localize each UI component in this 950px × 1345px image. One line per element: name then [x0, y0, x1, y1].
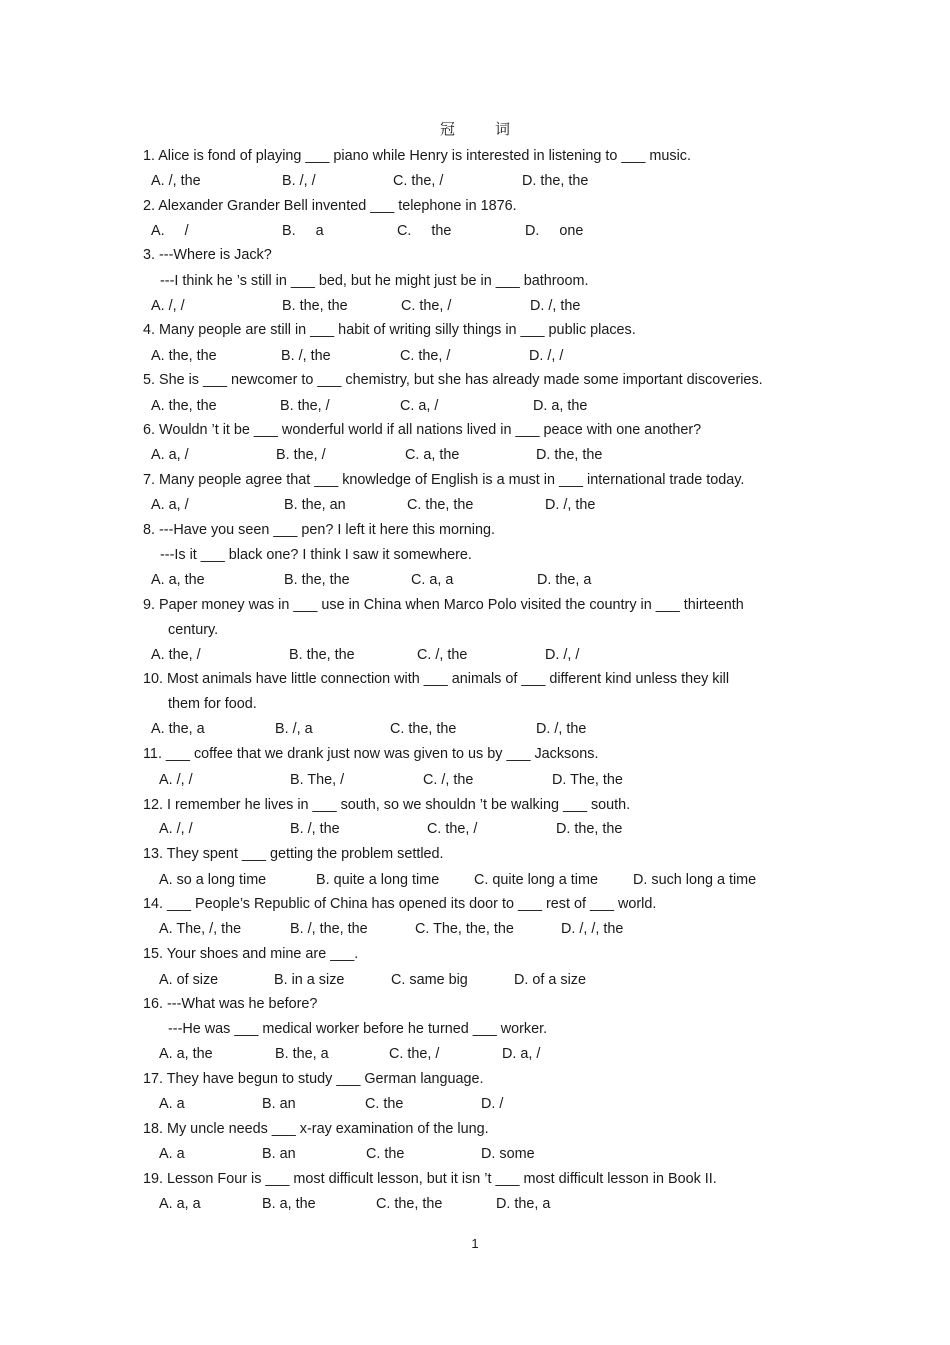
option: C. same big — [391, 972, 468, 988]
option: A. /, / — [151, 298, 185, 314]
option: B. quite a long time — [316, 872, 440, 888]
option: D. of a size — [514, 972, 586, 988]
option: A. / — [151, 223, 189, 239]
option: D. the, the — [556, 821, 623, 837]
option: C. /, the — [417, 647, 468, 663]
question-stem: 16. ---What was he before? — [143, 996, 318, 1012]
question-stem: 3. ---Where is Jack? — [143, 247, 272, 263]
question-stem: 10. Most animals have little connection with ___ animals of ___ different kind unless they kill — [143, 671, 730, 687]
option: D. /, / — [545, 647, 580, 663]
option: D. / — [481, 1096, 504, 1112]
option: A. /, / — [159, 772, 193, 788]
option: C. the — [365, 1096, 404, 1112]
option: D. /, the — [536, 721, 587, 737]
option: A. a — [159, 1096, 185, 1112]
option: D. such long a time — [633, 872, 757, 888]
option: D. the, the — [536, 447, 603, 463]
question-stem: 15. Your shoes and mine are ___. — [143, 946, 359, 962]
option: C. the, the — [407, 497, 474, 513]
option: D. a, / — [502, 1046, 541, 1062]
option: B. a — [282, 223, 324, 239]
option: B. the, / — [276, 447, 326, 463]
option: C. quite long a time — [474, 872, 598, 888]
option: C. the, / — [393, 173, 444, 189]
option: B. the, the — [289, 647, 355, 663]
option: C. The, the, the — [415, 921, 514, 937]
page-number: 1 — [471, 1236, 479, 1251]
option: C. a, a — [411, 572, 454, 588]
page-title — [0, 118, 950, 139]
option: B. /, / — [282, 173, 316, 189]
question-stem: 8. ---Have you seen ___ pen? I left it here this morning. — [143, 522, 495, 538]
option: A. a, the — [159, 1046, 213, 1062]
option: C. the — [366, 1146, 405, 1162]
option: B. the, an — [284, 497, 346, 513]
question-stem: 13. They spent ___ getting the problem settled. — [143, 846, 444, 862]
option: A. of size — [159, 972, 219, 988]
option: C. the — [397, 223, 452, 239]
option: D. /, the — [545, 497, 596, 513]
question-stem: 1. Alice is fond of playing ___ piano while Henry is interested in listening to ___ music. — [143, 148, 691, 164]
question-stem: 19. Lesson Four is ___ most difficult lesson, but it isn ’t ___ most difficult lesson in Book II. — [143, 1171, 717, 1187]
option: C. the, the — [376, 1196, 443, 1212]
option: A. a, / — [151, 497, 189, 513]
option: C. a, / — [400, 398, 439, 414]
question-stem: 6. Wouldn ’t it be ___ wonderful world if all nations lived in ___ peace with one another? — [143, 422, 702, 438]
option: C. /, the — [423, 772, 474, 788]
option: A. /, the — [151, 173, 201, 189]
question-stem: 17. They have begun to study ___ German language. — [143, 1071, 484, 1087]
question-continuation: them for food. — [168, 696, 257, 712]
title-char: 冠 — [439, 121, 455, 138]
option: B. /, the — [281, 348, 331, 364]
question-stem: 4. Many people are still in ___ habit of writing silly things in ___ public places. — [143, 322, 636, 338]
option: A. the, a — [151, 721, 205, 737]
question-continuation: ---He was ___ medical worker before he turned ___ worker. — [168, 1021, 548, 1037]
option: D. the, the — [522, 173, 589, 189]
option: D. a, the — [533, 398, 588, 414]
option: A. a, a — [159, 1196, 201, 1212]
option: A. the, the — [151, 348, 217, 364]
question-continuation: century. — [168, 622, 219, 638]
question-stem: 14. ___ People’s Republic of China has opened its door to ___ rest of ___ world. — [143, 896, 657, 912]
option: D. /, / — [529, 348, 564, 364]
option: A. a, the — [151, 572, 205, 588]
option: B. an — [262, 1146, 296, 1162]
option: D. the, a — [496, 1196, 551, 1212]
question-stem: 5. She is ___ newcomer to ___ chemistry, but she has already made some important discoveries. — [143, 372, 763, 388]
option: B. /, the, the — [290, 921, 368, 937]
option: A. the, / — [151, 647, 201, 663]
option: C. the, / — [427, 821, 478, 837]
option: D. the, a — [537, 572, 592, 588]
question-stem: 11. ___ coffee that we drank just now was given to us by ___ Jacksons. — [143, 746, 599, 762]
question-dialog: ---I think he ’s still in ___ bed, but he might just be in ___ bathroom. — [160, 273, 589, 289]
option: A. /, / — [159, 821, 193, 837]
option: C. a, the — [405, 447, 460, 463]
option: C. the, / — [389, 1046, 440, 1062]
title-char: 词 — [495, 121, 511, 138]
option: D. /, /, the — [561, 921, 624, 937]
option: B. the, the — [282, 298, 348, 314]
option: D. some — [481, 1146, 535, 1162]
option: B. an — [262, 1096, 296, 1112]
question-stem: 7. Many people agree that ___ knowledge of English is a must in ___ international trade today. — [143, 472, 745, 488]
option: D. one — [525, 223, 584, 239]
option: A. a, / — [151, 447, 189, 463]
option: B. the, the — [284, 572, 350, 588]
option: D. The, the — [552, 772, 623, 788]
question-dialog: ---Is it ___ black one? I think I saw it somewhere. — [160, 547, 472, 563]
option: B. /, the — [290, 821, 340, 837]
option: B. The, / — [290, 772, 345, 788]
option: B. /, a — [275, 721, 313, 737]
option: B. a, the — [262, 1196, 316, 1212]
option: B. the, / — [280, 398, 330, 414]
option: A. The, /, the — [159, 921, 242, 937]
option: D. /, the — [530, 298, 581, 314]
option: C. the, / — [400, 348, 451, 364]
option: A. so a long time — [159, 872, 267, 888]
option: C. the, / — [401, 298, 452, 314]
option: A. a — [159, 1146, 185, 1162]
option: A. the, the — [151, 398, 217, 414]
option: B. the, a — [275, 1046, 329, 1062]
option: B. in a size — [274, 972, 345, 988]
question-stem: 18. My uncle needs ___ x-ray examination of the lung. — [143, 1121, 489, 1137]
question-stem: 2. Alexander Grander Bell invented ___ telephone in 1876. — [143, 198, 517, 214]
question-stem: 9. Paper money was in ___ use in China when Marco Polo visited the country in ___ thirteenth — [143, 597, 744, 613]
option: C. the, the — [390, 721, 457, 737]
question-stem: 12. I remember he lives in ___ south, so we shouldn ’t be walking ___ south. — [143, 797, 631, 813]
